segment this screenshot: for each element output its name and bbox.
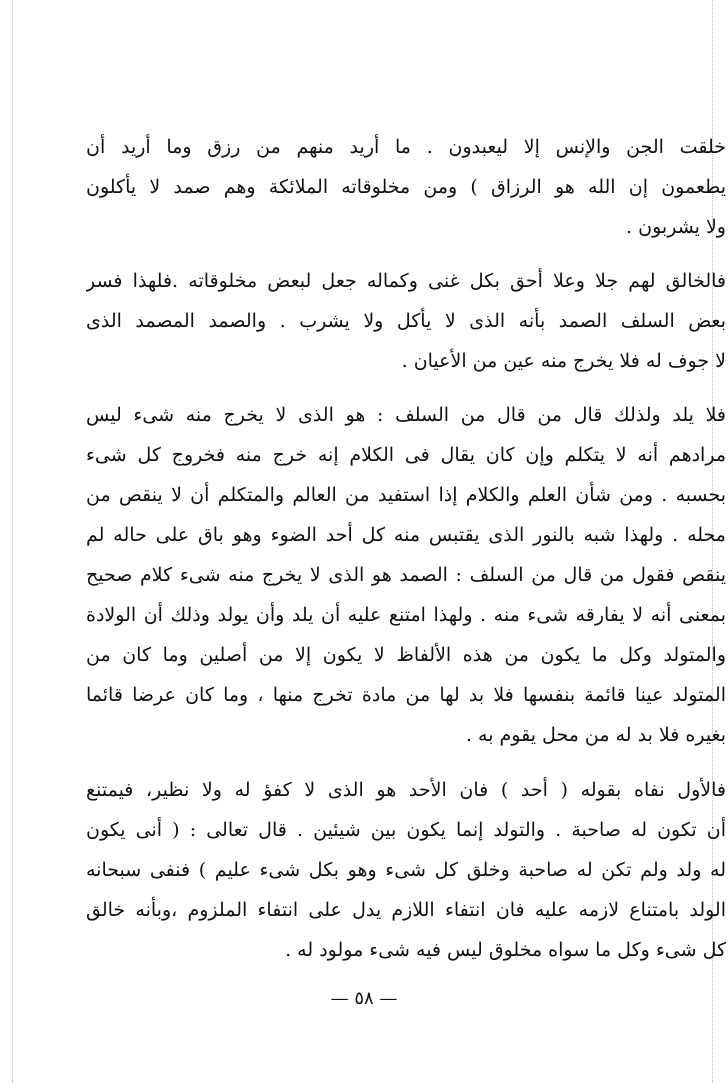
paragraph-1 [86,127,726,247]
text-line: ينقص فقول من قال من السلف : الصمد هو الذى لا يخرج منه شىء كلام صحيح [86,564,726,586]
text-line: لا جوف له فلا يخرج منه عين من الأعيان . [401,350,726,372]
text-line: فلا يلد ولذلك قال من قال من السلف : هو الذى لا يخرج منه شىء ليس [86,404,726,426]
text-line: بغيره فلا بد له من محل يقوم به . [465,724,726,746]
text-line: بحسبه . ومن شأن العلم والكلام إذا استفيد من العالم والمتكلم أن لا ينقص من [86,484,726,506]
text-line: ولا يشربون . [626,216,726,238]
text-line: فالأول نفاه بقوله ( أحد ) فان الأحد هو الذى لا كفؤ له ولا نظير، فيمتنع [86,779,726,801]
text-line: كل شىء وكل ما سواه مخلوق ليس فيه شىء مولود له . [285,939,726,961]
text-line: له ولد ولم تكن له صاحبة وخلق كل شىء وهو بكل شىء عليم ) فنفى سبحانه [86,859,726,881]
text-line: بعض السلف الصمد بأنه الذى لا يأكل ولا يشرب . والصمد المصمد الذى [86,310,726,332]
left-margin-dots [12,0,13,1083]
text-line: والمتولد وكل ما يكون من هذه الألفاظ لا يكون إلا من أصلين وما كان من [86,644,726,666]
text-line: الولد بامتناع لازمه عليه فان انتفاء اللازم يدل على انتفاء الملزوم ،وبأنه خالق [86,899,726,921]
text-line: محله . ولهذا شبه بالنور الذى يقتبس منه كل أحد الضوء وهو باق على حاله لم [86,524,726,546]
text-line: بمعنى أنه لا يفارقه شىء منه . ولهذا امتنع عليه أن يلد وأن يولد وذلك أن الولادة [86,604,726,626]
text-line: مرادهم أنه لا يتكلم وإن كان يقال فى الكلام إنه خرج منه فخروج كل شىء [86,444,726,466]
text-line: أن تكون له صاحبة . والتولد إنما يكون بين شيئين . قال تعالى : ( أنى يكون [86,819,726,841]
text-line: يطعمون إن الله هو الرزاق ) ومن مخلوقاته الملائكة وهم صمد لا يأكلون [86,176,726,198]
text-line: المتولد عينا قائمة بنفسها فلا بد لها من مادة تخرج منها ، وما كان عرضا قائما [86,684,726,706]
page-number: — ٥٨ — [330,988,398,1009]
paragraph-2 [86,261,726,381]
paragraph-4 [86,770,726,970]
text-line: فالخالق لهم جلا وعلا أحق بكل غنى وكماله جعل لبعض مخلوقاته .فلهذا فسر [86,270,726,292]
paragraph-3 [86,395,726,755]
text-line: خلقت الجن والإنس إلا ليعبدون . ما أريد منهم من رزق وما أريد أن [86,136,726,158]
